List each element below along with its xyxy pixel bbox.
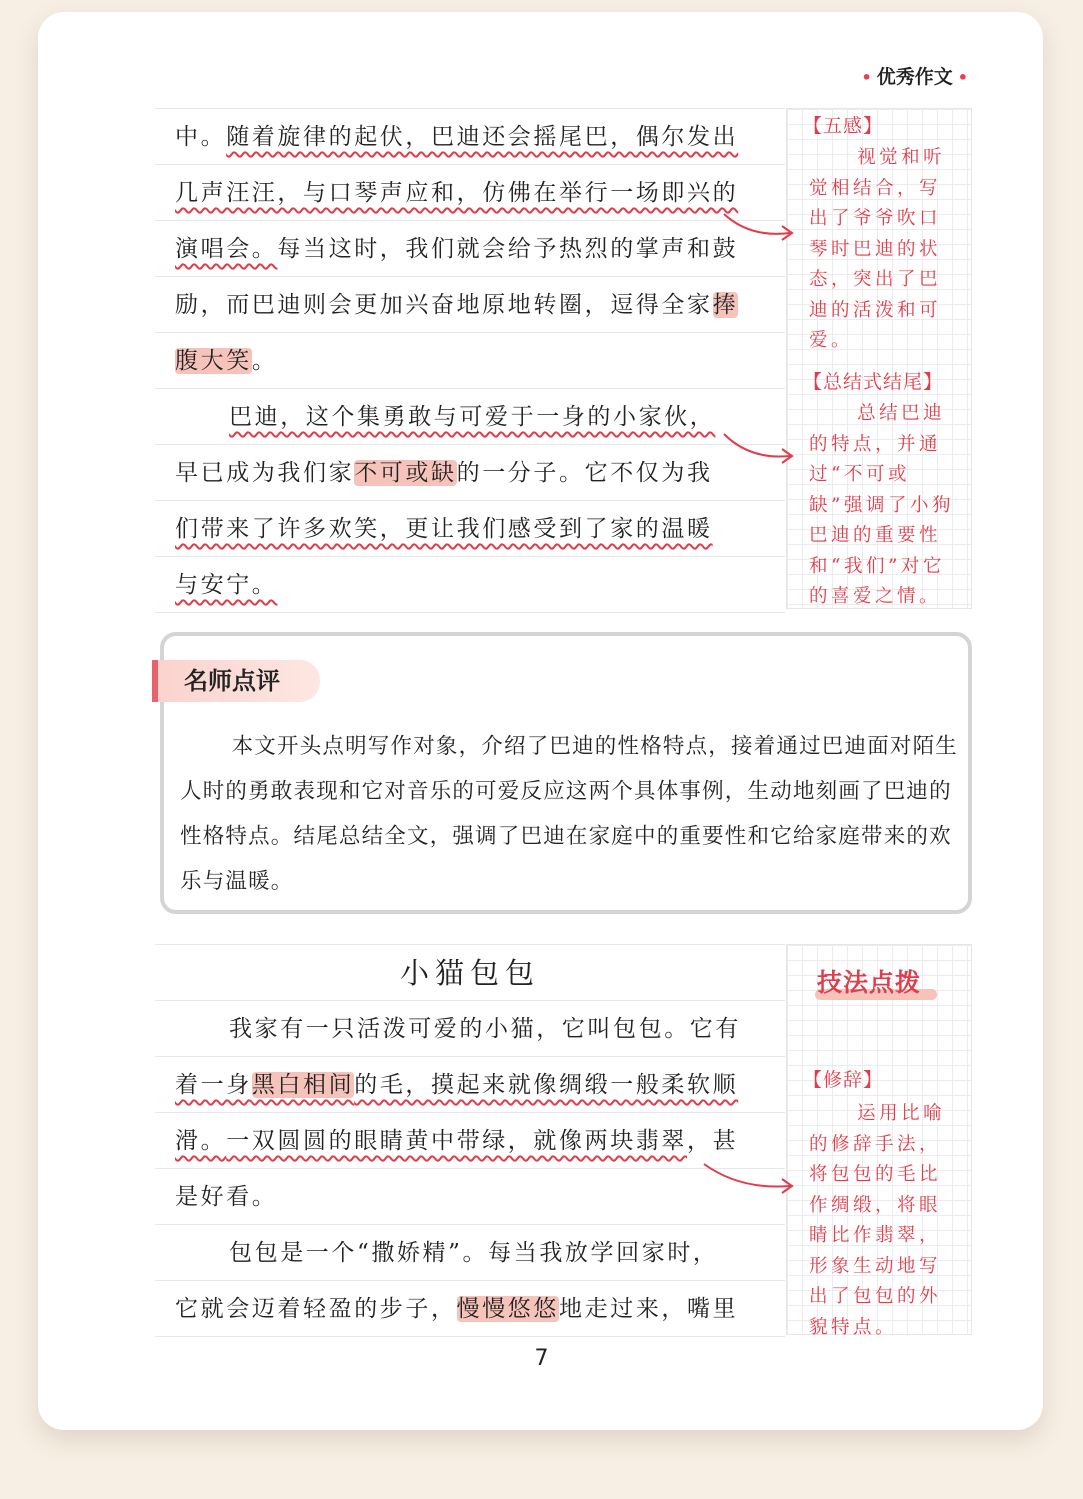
highlighted-phrase: 捧 — [712, 292, 739, 318]
page-number: 7 — [534, 1346, 549, 1371]
text-line — [155, 1169, 785, 1225]
text-segment: ，甚 — [687, 1128, 739, 1154]
note-text-five-senses: 视觉和听觉相结合，写出了爷爷吹口琴时巴迪的状态，突出了巴迪的活泼和可爱。 — [809, 147, 946, 351]
teacher-review-title: 名师点评 — [152, 660, 320, 702]
text-segment: 中。 — [175, 124, 227, 150]
text-segment: 着一身 — [175, 1072, 252, 1098]
text-segment: 一双圆圆的眼睛黄中带绿，就像两块翡翠 — [226, 1128, 688, 1154]
header-dot-left: • — [861, 68, 872, 87]
note-text-rhetoric: 运用比喻的修辞手法，将包包的毛比作绸缎，将眼睛比作翡翠，形象生动地写出了包包的外貌特点。 — [809, 1103, 946, 1338]
text-segment: 与安宁。 — [175, 572, 278, 598]
text-line — [155, 445, 785, 501]
text-line — [155, 389, 785, 445]
text-line — [155, 1225, 785, 1281]
text-segment: 是好看。 — [175, 1184, 278, 1210]
text-segment: 巴迪，这个集勇敢与可爱于一身的小家伙， — [229, 404, 716, 430]
text-line — [155, 277, 785, 333]
annotation-arrow-icon — [720, 430, 800, 470]
text-segment: 几声汪汪，与口琴声应和，仿佛在举行一场即兴的 — [175, 180, 739, 206]
text-segment: 的一分子。它不仅为我 — [456, 460, 713, 486]
highlighted-phrase: 不可或缺 — [354, 460, 457, 486]
header-label: 优秀作文 — [876, 66, 953, 88]
essay-body-continued — [155, 108, 785, 613]
text-segment: 的毛，摸起来就像绸缎一般柔软顺 — [354, 1072, 739, 1098]
text-line — [155, 1281, 785, 1337]
text-segment: 演唱会。 — [175, 236, 278, 262]
note-tag-rhetoric: 【修辞】 — [803, 1069, 884, 1091]
text-line — [155, 1113, 785, 1169]
highlighted-phrase: 慢慢悠悠 — [456, 1296, 560, 1322]
text-line — [155, 165, 785, 221]
text-segment: 包包是一个“撒娇精”。每当我放学回家时， — [229, 1240, 719, 1266]
note-tag-summary-ending: 【总结式结尾】 — [803, 371, 944, 393]
technique-heading: 技法点拨 — [817, 968, 922, 997]
text-segment: 我家有一只活泼可爱的小猫，它叫包包。它有 — [229, 1016, 741, 1042]
side-notes-panel — [786, 108, 972, 609]
highlighted-phrase: 腹大笑 — [175, 348, 252, 374]
text-line — [155, 557, 785, 613]
text-segment: 地走过来，嘴里 — [559, 1296, 739, 1322]
text-line — [155, 1001, 785, 1057]
text-line — [155, 1057, 785, 1113]
text-segment: 。 — [251, 348, 278, 374]
essay-body-new — [155, 944, 785, 1337]
text-segment: 们带来了许多欢笑，更让我们感受到了家的温暖 — [175, 516, 713, 542]
text-segment: 励，而巴迪则会更加兴奋地原地转圈，逗得全家 — [175, 292, 713, 318]
text-line — [155, 501, 785, 557]
note-text-summary-ending: 总结巴迪的特点，并通过“不可或缺”强调了小狗巴迪的重要性和“我们”对它的喜爱之情。 — [809, 403, 954, 607]
header-dot-right: • — [957, 68, 968, 87]
technique-notes-panel — [786, 944, 972, 1338]
text-line — [155, 109, 785, 165]
text-segment: 早已成为我们家 — [175, 460, 355, 486]
teacher-review-text: 本文开头点明写作对象，介绍了巴迪的性格特点，接着通过巴迪面对陌生人时的勇敢表现和它对音乐的可爱反应这两个具体事例，生动地刻画了巴迪的性格特点。结尾总结全文，强调了巴迪在家庭中的重要性和它给家庭带来的欢乐与温暖。 — [180, 734, 958, 894]
text-segment: 它就会迈着轻盈的步子， — [175, 1296, 457, 1322]
highlighted-phrase: 黑白相间 — [251, 1072, 355, 1098]
text-line — [155, 333, 785, 389]
text-segment: 每当这时，我们就会给予热烈的掌声和鼓 — [277, 236, 739, 262]
note-tag-five-senses: 【五感】 — [803, 115, 884, 137]
text-segment: 随着旋律的起伏，巴迪还会摇尾巴，偶尔发出 — [226, 124, 739, 150]
annotation-arrow-icon — [700, 1160, 800, 1200]
annotation-arrow-icon — [720, 210, 800, 246]
essay-title: 小猫包包 — [155, 945, 785, 1001]
text-segment: 滑。 — [175, 1128, 227, 1154]
text-line — [155, 221, 785, 277]
section-header — [857, 62, 973, 89]
